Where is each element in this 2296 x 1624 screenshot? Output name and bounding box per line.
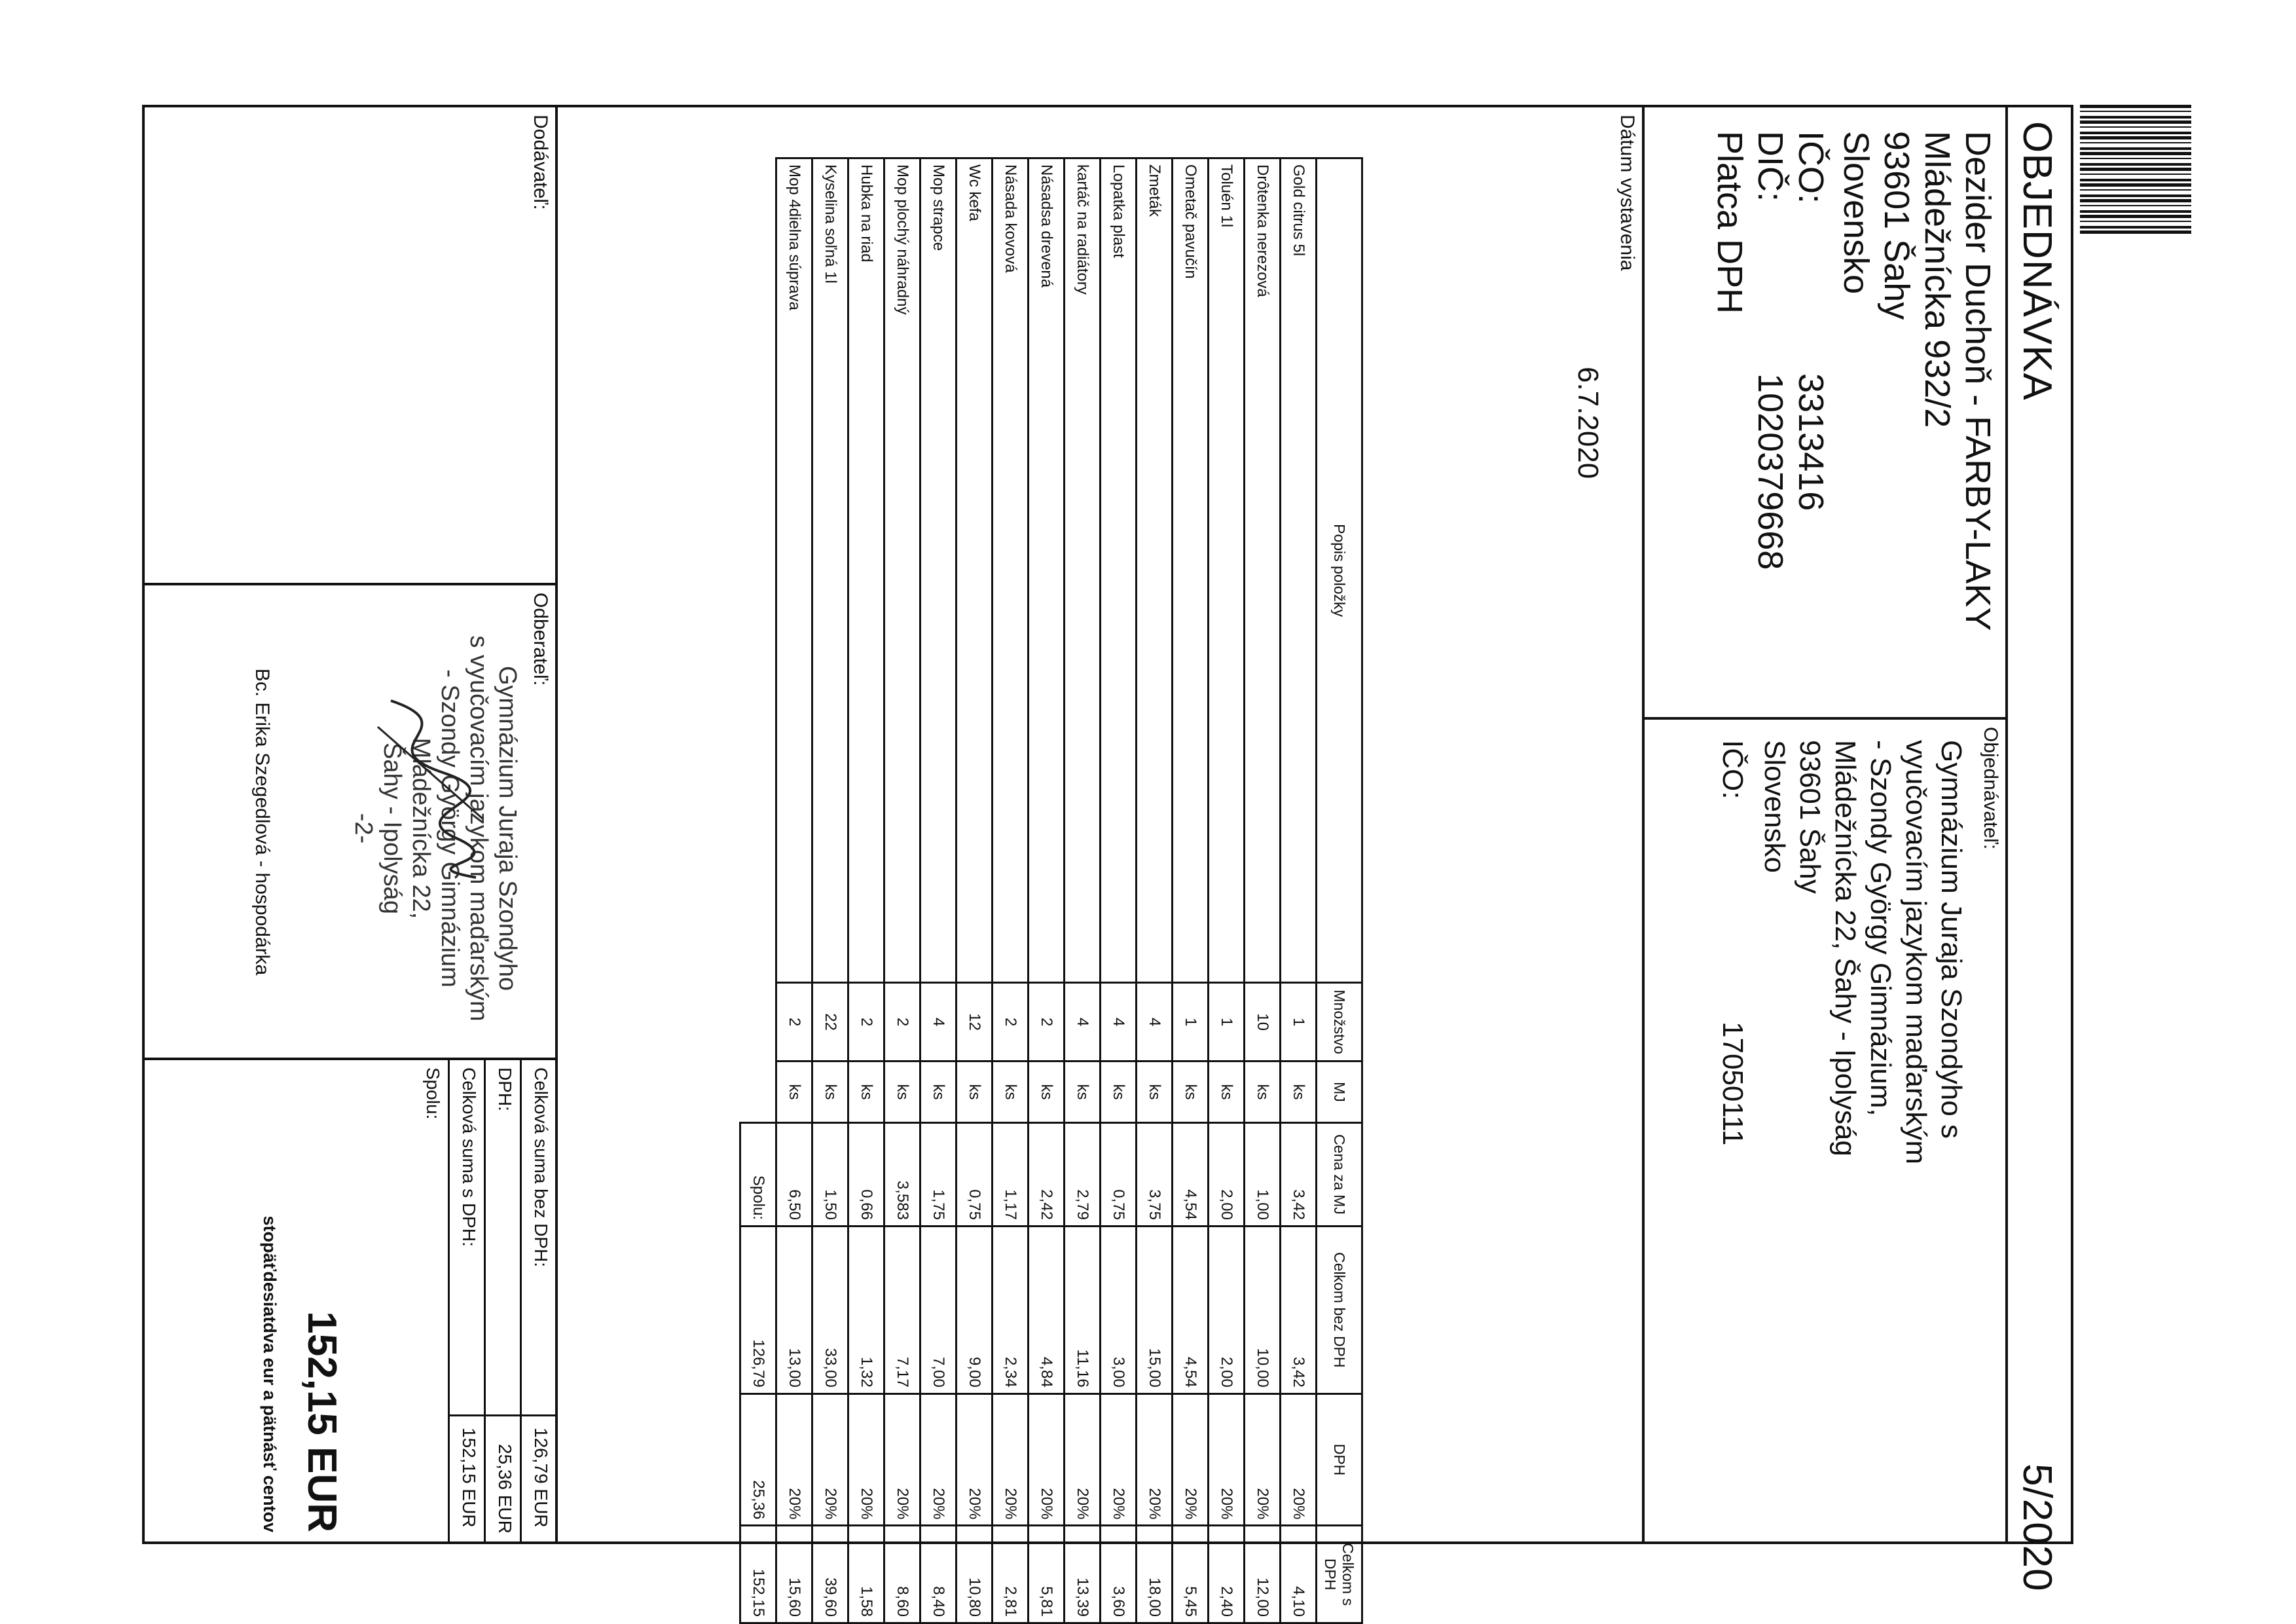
item-vat: 20% [1281,1393,1317,1526]
item-vat: 20% [1209,1393,1245,1526]
grand-total-label: Spolu: [423,1067,443,1120]
item-description: Mop plochý náhradný [884,158,920,983]
item-description: Násadsa drevená [1029,158,1065,983]
item-unit-price: 1,50 [812,1122,848,1226]
item-description: kartáč na radiátory [1065,158,1101,983]
table-row [920,158,957,1623]
item-gross-total: 13,39 [1065,1526,1101,1623]
item-unit: ks [1137,1061,1173,1123]
customer-line-3: - Szondy György Gimnázium, [1865,740,1897,1116]
col-gross-total: Celkom s DPH [1317,1526,1362,1623]
item-unit-price: 2,42 [1029,1122,1065,1226]
item-description: Hubka na riad [848,158,884,983]
amount-in-words: stopäťdesiatdva eur a pätnásť centov [260,1215,280,1532]
item-net-total: 2,00 [1209,1226,1245,1393]
total-net-label: Celková suma bez DPH: [531,1067,551,1268]
item-quantity: 4 [1101,983,1137,1061]
table-row [1029,158,1065,1623]
supplier-ico: 3313416 [1791,373,1831,511]
table-row [993,158,1029,1623]
stamp-line: Gymnázium Juraja Szondyho [494,665,521,991]
document-number: 5/2020 [2014,1464,2060,1592]
customer-line-2: vyučovacím jazykom maďarským [1900,740,1932,1165]
item-unit-price: 6,50 [776,1122,812,1226]
item-unit: ks [812,1061,848,1123]
item-unit-price: 3,75 [1137,1122,1173,1226]
item-net-total: 13,00 [776,1226,812,1393]
signer-name: Bc. Erika Szegedlová - hospodárka [251,668,273,976]
item-gross-total: 3,60 [1101,1526,1137,1623]
item-net-total: 9,00 [957,1226,993,1393]
item-unit-price: 3,42 [1281,1122,1317,1226]
sum-vat: 25,36 [740,1393,776,1526]
item-vat: 20% [884,1393,920,1526]
item-net-total: 7,00 [920,1226,957,1393]
sum-net: 126,79 [740,1226,776,1393]
item-quantity: 22 [812,983,848,1061]
item-gross-total: 8,60 [884,1526,920,1623]
item-gross-total: 2,40 [1209,1526,1245,1623]
document-title: OBJEDNÁVKA [2014,121,2060,401]
stamp-line: Mládežnícka 22, [407,737,435,919]
item-vat: 20% [1173,1393,1209,1526]
item-unit: ks [1029,1061,1065,1123]
item-net-total: 2,34 [993,1226,1029,1393]
item-gross-total: 15,60 [776,1526,812,1623]
parties-divider [1645,717,2008,720]
supplier-vat-note: Platca DPH [1710,131,1749,314]
table-row [1173,158,1209,1623]
item-gross-total: 2,81 [993,1526,1029,1623]
item-gross-total: 8,40 [920,1526,957,1623]
supplier-city: 93601 Šahy [1877,131,1916,320]
item-quantity: 1 [1173,983,1209,1061]
issue-date-label: Dátum vystavenia [1616,115,1638,271]
grand-total-value: 152,15 EUR [299,1311,344,1532]
table-row [1101,158,1137,1623]
stamp-line: - Szondy György Gimnázium [436,669,464,987]
customer-line-5: 93601 Šahy [1794,740,1826,894]
item-vat: 20% [1065,1393,1101,1526]
col-unit-price: Cena za MJ [1317,1122,1362,1226]
col-net-total: Celkom bez DPH [1317,1226,1362,1393]
table-row [1281,158,1317,1623]
item-vat: 20% [1029,1393,1065,1526]
item-gross-total: 5,45 [1173,1526,1209,1623]
item-unit-price: 2,00 [1209,1122,1245,1226]
item-net-total: 4,54 [1173,1226,1209,1393]
item-unit: ks [1173,1061,1209,1123]
item-quantity: 12 [957,983,993,1061]
table-row [1137,158,1173,1623]
item-vat: 20% [848,1393,884,1526]
barcode [2080,105,2191,236]
item-net-total: 3,00 [1101,1226,1137,1393]
item-quantity: 1 [1281,983,1317,1061]
supplier-ico-label: IČO: [1791,131,1831,204]
item-net-total: 1,32 [848,1226,884,1393]
item-vat: 20% [1137,1393,1173,1526]
sum-label: Spolu: [740,1122,776,1226]
customer-ico: 17050111 [1717,1022,1749,1146]
items-table [739,157,1363,1624]
footer-top-divider [555,105,558,1544]
table-row [848,158,884,1623]
item-description: Wc kefa [957,158,993,983]
item-vat: 20% [957,1393,993,1526]
item-quantity: 2 [848,983,884,1061]
item-description: Mop 4dielna súprava [776,158,812,983]
item-gross-total: 10,80 [957,1526,993,1623]
item-unit-price: 2,79 [1065,1122,1101,1226]
item-unit: ks [993,1061,1029,1123]
item-description: Mop strapce [920,158,957,983]
item-net-total: 10,00 [1245,1226,1281,1393]
item-unit-price: 1,75 [920,1122,957,1226]
col-unit: MJ [1317,1061,1362,1123]
item-unit: ks [1281,1061,1317,1123]
table-row [1245,158,1281,1623]
item-vat: 20% [1245,1393,1281,1526]
customer-line-6: Slovensko [1758,740,1791,874]
item-quantity: 4 [920,983,957,1061]
item-unit-price: 1,17 [993,1122,1029,1226]
item-quantity: 2 [776,983,812,1061]
item-unit: ks [884,1061,920,1123]
item-gross-total: 5,81 [1029,1526,1065,1623]
item-description: Drôtenka nerezová [1245,158,1281,983]
footer-divider-2 [142,1058,558,1060]
totals-divider-3 [448,1058,450,1544]
totals-divider-2 [484,1058,486,1544]
signature [352,688,496,884]
item-net-total: 7,17 [884,1226,920,1393]
item-description: Lopatka plast [1101,158,1137,983]
stamp-line: s vyučovacím jazykom maďarským [465,635,492,1022]
supplier-footer-label: Dodávateľ: [530,115,551,210]
item-gross-total: 1,58 [848,1526,884,1623]
header-divider [2005,105,2008,1544]
totals-col-divider [450,1414,558,1416]
supplier-country: Slovensko [1836,131,1876,295]
customer-line-1: Gymnázium Juraja Szondyho s [1935,740,1967,1139]
item-quantity: 4 [1137,983,1173,1061]
item-unit-price: 0,75 [957,1122,993,1226]
item-vat: 20% [1101,1393,1137,1526]
item-quantity: 2 [1029,983,1065,1061]
table-row [812,158,848,1623]
item-vat: 20% [776,1393,812,1526]
item-net-total: 33,00 [812,1226,848,1393]
item-description: Toluén 1l [1209,158,1245,983]
total-vat-label: DPH: [495,1067,515,1111]
item-quantity: 4 [1065,983,1101,1061]
customer-ico-label: IČO: [1717,740,1749,800]
item-gross-total: 12,00 [1245,1526,1281,1623]
sum-gross: 152,15 [740,1526,776,1623]
item-net-total: 3,42 [1281,1226,1317,1393]
customer-footer-label: Odberateľ: [530,593,551,686]
table-header-row [1317,158,1362,1623]
supplier-street: Mládežnícka 932/2 [1918,131,1957,428]
col-description: Popis položky [1317,158,1362,983]
item-unit: ks [848,1061,884,1123]
item-unit: ks [957,1061,993,1123]
item-quantity: 1 [1209,983,1245,1061]
stamp-line: -2- [350,813,377,844]
col-quantity: Množstvo [1317,983,1362,1061]
customer-line-4: Mládežnícka 22, Šahy - Ipolyság [1829,740,1861,1156]
item-unit-price: 0,66 [848,1122,884,1226]
item-unit-price: 0,75 [1101,1122,1137,1226]
item-vat: 20% [812,1393,848,1526]
totals-divider-1 [520,1058,522,1544]
issue-date-value: 6.7.2020 [1572,367,1604,479]
item-description: Zmeták [1137,158,1173,983]
item-unit: ks [1101,1061,1137,1123]
total-gross-value: 152,15 EUR [459,1428,479,1528]
item-description: Násada kovová [993,158,1029,983]
item-unit-price: 4,54 [1173,1122,1209,1226]
table-row [957,158,993,1623]
customer-label: Objednávateľ: [1980,727,2001,850]
item-gross-total: 18,00 [1137,1526,1173,1623]
item-description: Kyselina soľná 1l [812,158,848,983]
item-unit: ks [1209,1061,1245,1123]
item-quantity: 2 [993,983,1029,1061]
parties-bottom-divider [1642,105,1645,1544]
supplier-dic-label: DIČ: [1751,131,1790,202]
item-vat: 20% [920,1393,957,1526]
item-unit: ks [1245,1061,1281,1123]
stamp-line: Šahy - Ipolyság [378,743,406,914]
item-quantity: 10 [1245,983,1281,1061]
item-description: Gold citrus 5l [1281,158,1317,983]
total-vat-value: 25,36 EUR [495,1444,515,1534]
table-row [776,158,812,1623]
item-unit-price: 3,583 [884,1122,920,1226]
table-row [1209,158,1245,1623]
item-unit: ks [776,1061,812,1123]
item-net-total: 15,00 [1137,1226,1173,1393]
col-vat: DPH [1317,1393,1362,1526]
item-vat: 20% [993,1393,1029,1526]
item-unit-price: 1,00 [1245,1122,1281,1226]
total-net-value: 126,79 EUR [531,1428,551,1528]
supplier-name: Dezider Duchoň - FARBY-LAKY [1958,131,1997,631]
item-description: Ometač pavučín [1173,158,1209,983]
item-unit: ks [1065,1061,1101,1123]
table-row [884,158,920,1623]
item-unit: ks [920,1061,957,1123]
table-row [1065,158,1101,1623]
item-gross-total: 4,10 [1281,1526,1317,1623]
supplier-dic: 1020379668 [1751,373,1790,570]
item-net-total: 4,84 [1029,1226,1065,1393]
footer-divider-1 [142,583,558,585]
item-gross-total: 39,60 [812,1526,848,1623]
table-sum-row [740,158,776,1623]
item-quantity: 2 [884,983,920,1061]
item-net-total: 11,16 [1065,1226,1101,1393]
total-gross-label: Celková suma s DPH: [459,1067,479,1247]
